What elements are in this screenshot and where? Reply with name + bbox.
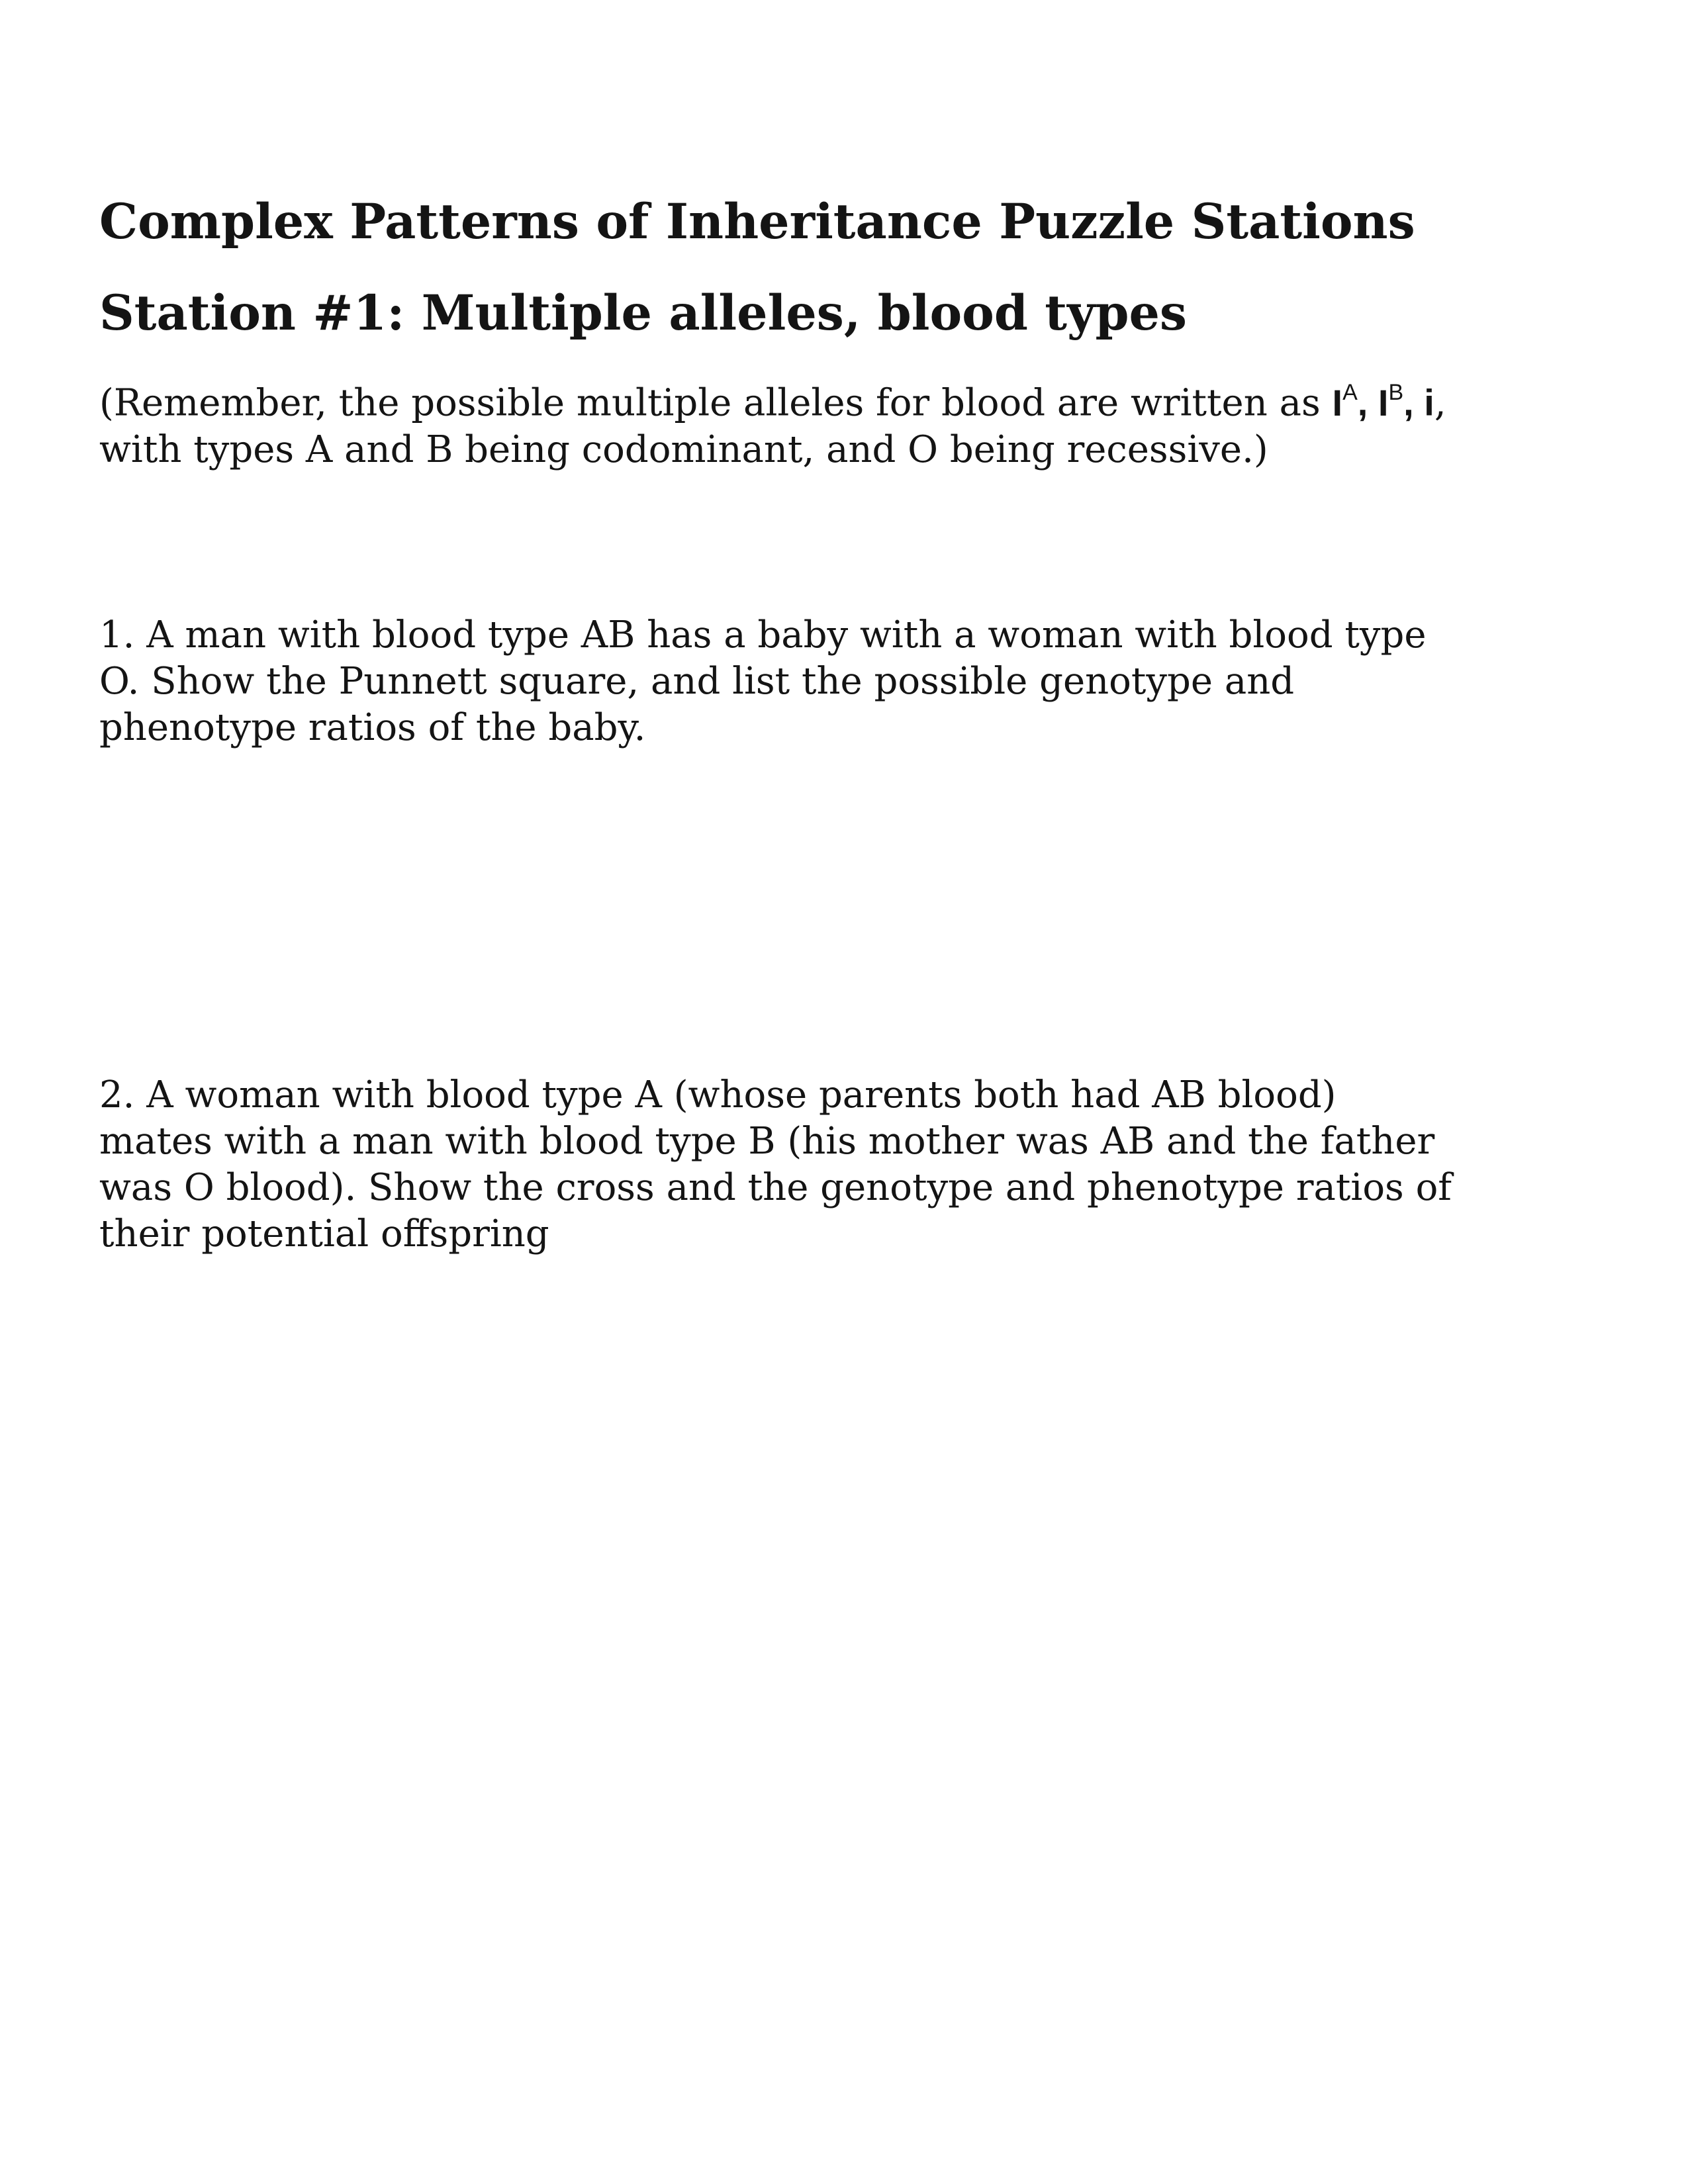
- page-title: Complex Patterns of Inheritance Puzzle Stations: [99, 193, 1415, 250]
- reminder-line-1: (Remember, the possible multiple alleles for blood are written as $I^A$, $I^B$, i,: [99, 380, 1446, 425]
- question-1-line: O. Show the Punnett square, and list the possible genotype and: [99, 660, 1295, 703]
- allele-ia: $I^A$: [1332, 380, 1358, 424]
- question-2-line: 2. A woman with blood type A (whose parents both had AB blood): [99, 1073, 1336, 1116]
- allele-ib: $I^B$: [1378, 380, 1404, 424]
- question-2: [99, 1072, 1452, 1257]
- question-1-line: phenotype ratios of the baby.: [99, 706, 646, 749]
- allele-i: i: [1424, 381, 1434, 424]
- station-heading: Station #1: Multiple alleles, blood types: [99, 285, 1188, 341]
- question-2-line: their potential offspring: [99, 1212, 549, 1255]
- question-1-line: 1. A man with blood type AB has a baby with a woman with blood type: [99, 614, 1427, 657]
- question-1: [99, 612, 1427, 751]
- reminder-text: (Remember, the possible multiple alleles for blood are written as: [99, 381, 1333, 425]
- question-2-line: was O blood). Show the cross and the genotype and phenotype ratios of: [99, 1166, 1452, 1209]
- reminder-line-2: with types A and B being codominant, and O being recessive.): [99, 428, 1268, 471]
- question-2-line: mates with a man with blood type B (his mother was AB and the father: [99, 1120, 1435, 1163]
- allele-reminder: [99, 372, 1446, 473]
